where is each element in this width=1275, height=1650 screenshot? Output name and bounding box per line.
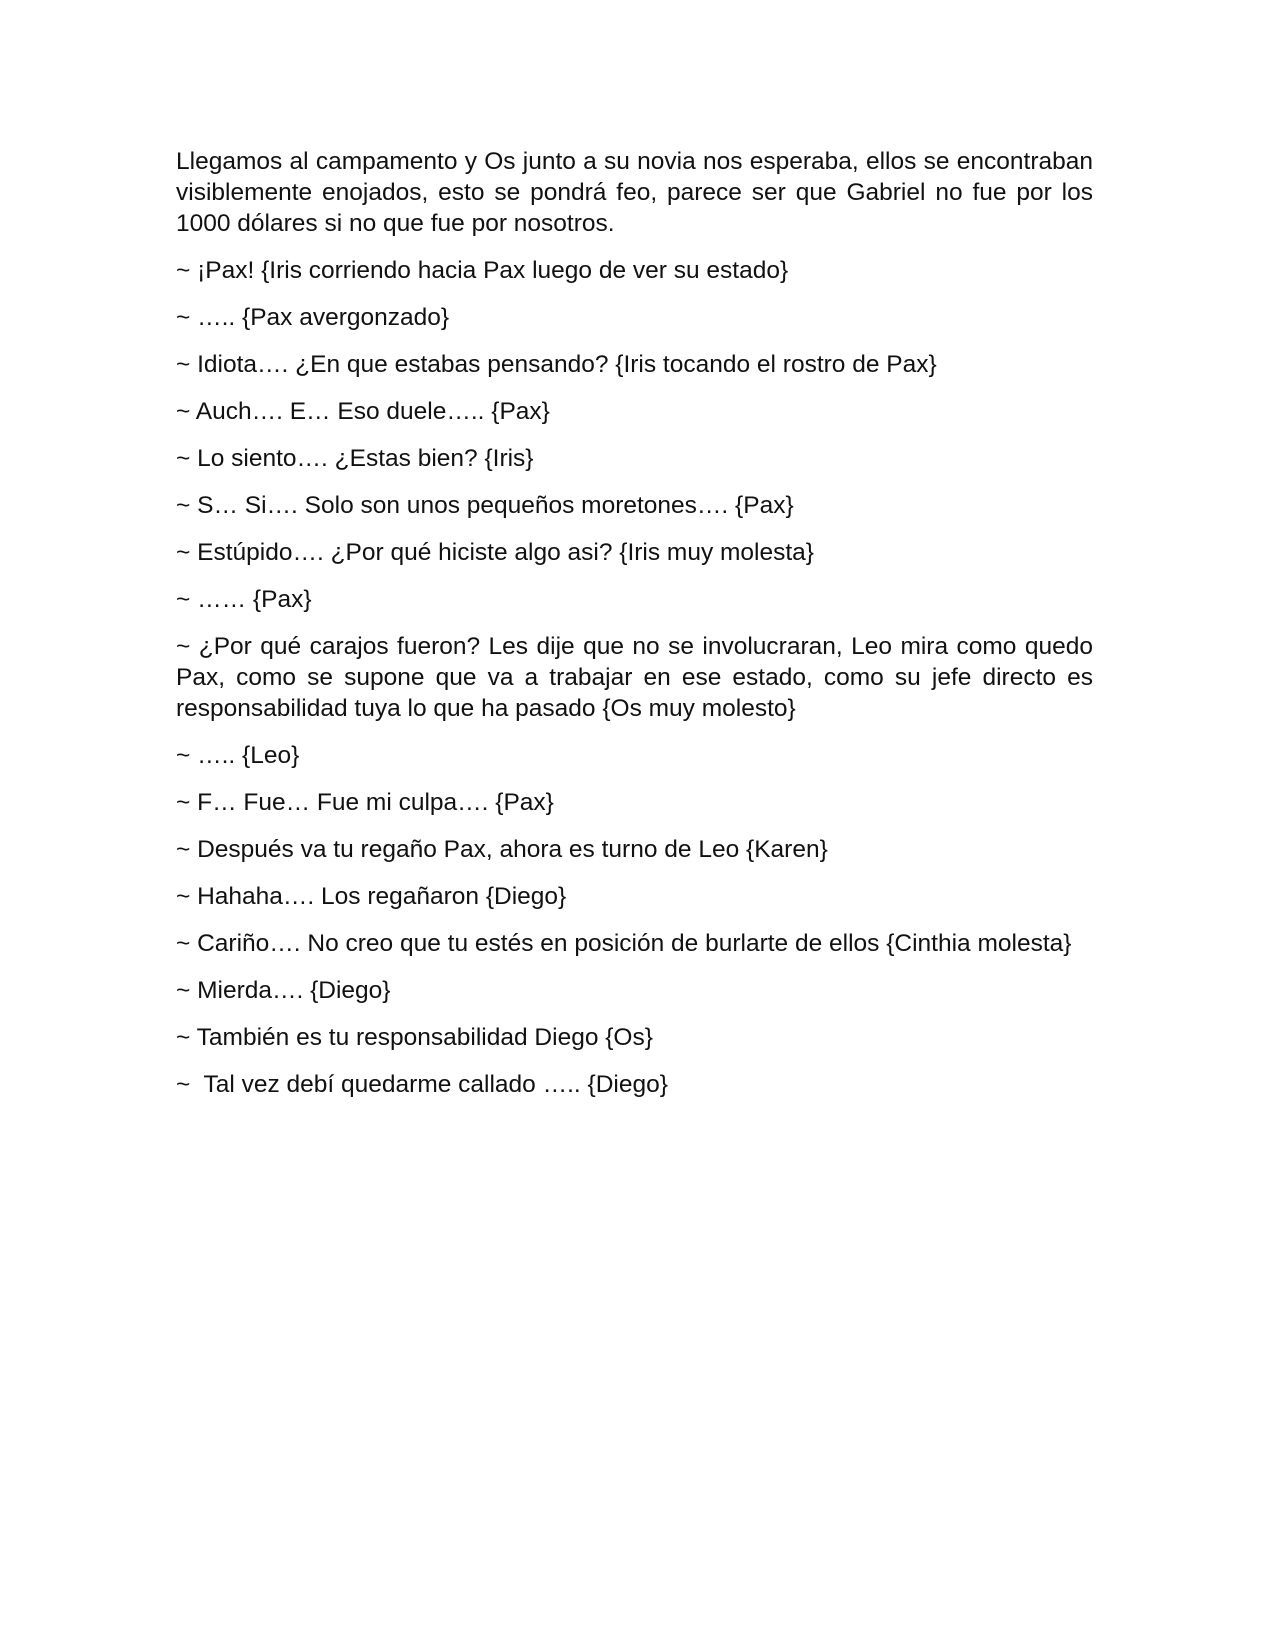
dialogue-line: ~ Hahaha…. Los regañaron {Diego} [176,883,567,910]
intro-paragraph: Llegamos al campamento y Os junto a su novia nos esperaba, ellos se encontraban visiblemente enojados, esto se pondrá feo, parece ser que Gabriel no fue por los 1000 dólares si no que fue por nosotros. [176,148,1093,237]
dialogue-line: ~ ¡Pax! {Iris corriendo hacia Pax luego de ver su estado} [176,257,789,284]
dialogue-line: ~ Auch…. E… Eso duele….. {Pax} [176,398,550,425]
dialogue-line: ~ Mierda…. {Diego} [176,977,391,1004]
dialogue-line: ~ F… Fue… Fue mi culpa…. {Pax} [176,789,554,816]
dialogue-line: ~ ….. {Leo} [176,742,300,769]
dialogue-line: ~ ¿Por qué carajos fueron? Les dije que no se involucraran, Leo mira como quedo Pax, como se supone que va a trabajar en ese estado, como su jefe directo es responsabilidad tuya lo que ha pasado {Os muy molesto} [176,633,1093,722]
dialogue-line: ~ Idiota…. ¿En que estabas pensando? {Iris tocando el rostro de Pax} [176,351,937,378]
dialogue-line: ~ Tal vez debí quedarme callado ….. {Diego} [176,1071,668,1098]
dialogue-line: ~ Después va tu regaño Pax, ahora es turno de Leo {Karen} [176,836,828,863]
dialogue-line: ~ También es tu responsabilidad Diego {Os} [176,1024,653,1051]
dialogue-line: ~ Estúpido…. ¿Por qué hiciste algo asi? {Iris muy molesta} [176,539,814,566]
document-body [176,146,1093,1116]
dialogue-line: ~ Cariño…. No creo que tu estés en posición de burlarte de ellos {Cinthia molesta} [176,930,1072,957]
dialogue-line: ~ …… {Pax} [176,586,312,613]
dialogue-line: ~ S… Si…. Solo son unos pequeños moretones…. {Pax} [176,492,794,519]
dialogue-line: ~ Lo siento…. ¿Estas bien? {Iris} [176,445,534,472]
dialogue-line: ~ ….. {Pax avergonzado} [176,304,450,331]
